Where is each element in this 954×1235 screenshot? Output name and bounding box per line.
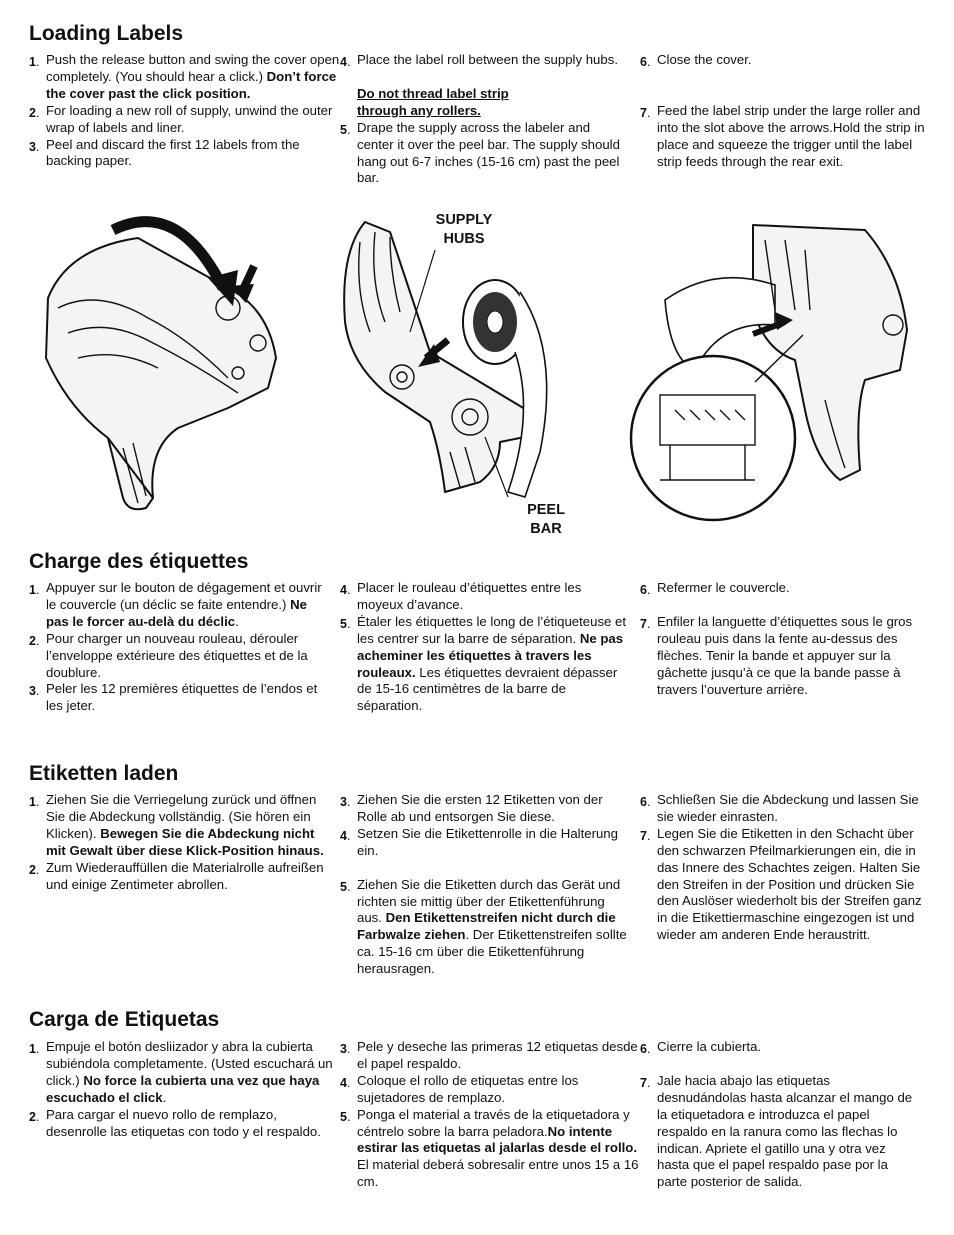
- fr-step-6: 6 . Refermer le couvercle.: [640, 580, 932, 597]
- es-column-2: [340, 1039, 640, 1191]
- fr-column-2: [340, 580, 630, 715]
- section-title-es: Carga de Etiquetas: [29, 1008, 220, 1031]
- fr-column-3: [640, 580, 932, 698]
- supply-hubs-label: SUPPLY HUBS: [435, 212, 493, 247]
- fr-step-5: 5 . Étaler les étiquettes le long de l’étiqueteuse et les centrer sur la barre de séparation. Ne pas acheminer les étiquettes à travers les rouleaux. Les étiquettes devraient dépasser de 15-16 centimètres de la barre de séparation.: [340, 614, 630, 715]
- de-step-5: 5 . Ziehen Sie die Etiketten durch das Gerät und richten sie mittig über der Etikettenführung aus. Den Etikettenstreifen nicht durch die Farbwalze ziehen. Der Etikettenstreifen sollte ca. 15-16 cm über die Etikettenführung herausragen.: [340, 877, 632, 978]
- en-column-3: [640, 52, 930, 171]
- es-step-7: 7 . Jale hacia abajo las etiquetas desnudándolas hasta alcanzar el mango de la etiquetadora e introduzca el papel respaldo en la ranura como las flechas lo indican. Apriete el gatillo una y otra vez hasta que el papel respaldo pase por la parte posterior de salida.: [640, 1073, 915, 1191]
- fr-step-3: 3 . Peler les 12 premières étiquettes de l’endos et les jeter.: [29, 681, 329, 715]
- es-step-5: 5 . Ponga el material a través de la etiquetadora y céntrelo sobre la barra peladora.No intente estirar las etiquetas al jalarlas desde el rollo. El material deberá sobresalir entre unos 15 a 16 cm.: [340, 1107, 640, 1192]
- en-step-3: 3 . Peel and discard the first 12 labels from the backing paper.: [29, 137, 341, 171]
- de-column-1: [29, 792, 324, 893]
- de-column-2: [340, 792, 632, 978]
- de-step-4: 4 . Setzen Sie die Etikettenrolle in die Halterung ein.: [340, 826, 632, 860]
- de-step-3: 3 . Ziehen Sie die ersten 12 Etiketten von der Rolle ab und entsorgen Sie diese.: [340, 792, 632, 826]
- es-step-6: 6 . Cierre la cubierta.: [640, 1039, 915, 1056]
- peel-bar-label: PEEL BAR: [527, 502, 565, 537]
- en-column-2: [340, 52, 625, 187]
- en-step-6: 6 . Close the cover.: [640, 52, 930, 69]
- fr-step-1: 1 . Appuyer sur le bouton de dégagement et ouvrir le couvercle (un déclic se faite entendre.) Ne pas le forcer au-delà du déclic.: [29, 580, 329, 631]
- es-step-1: 1 . Empuje el botón desliizador y abra la cubierta subiéndola completamente. (Usted escuchará un click.) No force la cubierta una vez que haya escuchado el click.: [29, 1039, 334, 1107]
- de-step-6: 6 . Schließen Sie die Abdeckung und lassen Sie sie wieder einrasten.: [640, 792, 932, 826]
- en-step-2: 2 . For loading a new roll of supply, unwind the outer wrap of labels and liner.: [29, 103, 341, 137]
- es-step-4: 4 . Coloque el rollo de etiquetas entre los sujetadores de remplazo.: [340, 1073, 640, 1107]
- fr-step-4: 4 . Placer le rouleau d’étiquettes entre les moyeux d’avance.: [340, 580, 630, 614]
- figure-supply-hubs: [330, 212, 565, 532]
- figure-feed-strip: [625, 210, 930, 528]
- figure-open-cover: [28, 208, 300, 528]
- fr-step-2: 2 . Pour charger un nouveau rouleau, dérouler l’enveloppe extérieure des étiquettes et de la doublure.: [29, 631, 329, 682]
- section-title-en: Loading Labels: [29, 22, 184, 45]
- es-step-2: 2 . Para cargar el nuevo rollo de remplazo, desenrolle las etiquetas con todo y el respaldo.: [29, 1107, 334, 1141]
- section-title-fr: Charge des étiquettes: [29, 550, 249, 573]
- de-step-7: 7 . Legen Sie die Etiketten in den Schacht über den schwarzen Pfeilmarkierungen ein, die in das Innere des Schachtes zeigen. Halten Sie den Streifen in der Position und drücken Sie den Auslöser wiederholt bis der Streifen ganz in die Etikettiermaschine eingezogen ist und wieder am anderen Ende heraustritt.: [640, 826, 932, 944]
- en-step-4: 4 . Place the label roll between the supply hubs. Do not thread label strip through any rollers.: [340, 52, 625, 120]
- de-column-3: [640, 792, 932, 944]
- fr-column-1: [29, 580, 329, 715]
- en-step-7: 7 . Feed the label strip under the large roller and into the slot above the arrows.Hold the strip in place and squeeze the trigger until the label strip feeds through the rear exit.: [640, 103, 930, 171]
- es-column-3: [640, 1039, 915, 1191]
- section-title-de: Etiketten laden: [29, 762, 179, 785]
- en-column-1: [29, 52, 341, 170]
- en-step-1: 1 . Push the release button and swing the cover open completely. (You should hear a click.) Don’t force the cover past the click position.: [29, 52, 341, 103]
- fr-step-7: 7 . Enfiler la languette d’étiquettes sous le gros rouleau puis dans la fente au-dessus des flèches. Tenir la bande et appuyer sur la gâchette jusqu’à ce que la bande passe à travers l’ouverture arrière.: [640, 614, 932, 699]
- de-step-2: 2 . Zum Wiederauffüllen die Materialrolle aufreißen und einige Zentimeter abrollen.: [29, 860, 324, 894]
- es-column-1: [29, 1039, 334, 1140]
- es-step-3: 3 . Pele y deseche las primeras 12 etiquetas desde el papel respaldo.: [340, 1039, 640, 1073]
- en-step-5: 5 . Drape the supply across the labeler and center it over the peel bar. The supply should hang out 6-7 inches (15-16 cm) past the peel bar.: [340, 120, 625, 188]
- de-step-1: 1 . Ziehen Sie die Verriegelung zurück und öffnen Sie die Abdeckung vollständig. (Sie hören ein Klicken). Bewegen Sie die Abdeckung nicht mit Gewalt über diese Klick-Position hinaus.: [29, 792, 324, 860]
